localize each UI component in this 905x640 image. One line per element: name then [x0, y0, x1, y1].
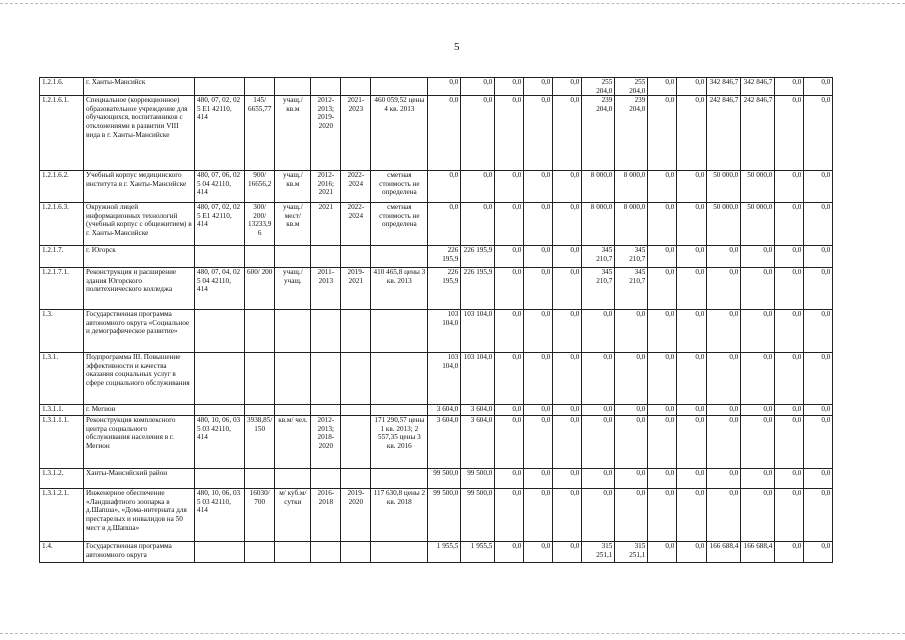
cell-v8: 0,0 [648, 78, 677, 96]
cell-v2: 0,0 [461, 171, 495, 203]
cell-v8: 0,0 [648, 469, 677, 489]
cell-v4: 0,0 [524, 171, 553, 203]
cell-v4: 0,0 [524, 542, 553, 563]
cell-v9: 0,0 [677, 268, 707, 310]
cell-v11: 0,0 [741, 489, 775, 542]
cell-v5: 0,0 [553, 268, 582, 310]
scan-bottom-edge [0, 633, 905, 634]
cell-v4: 0,0 [524, 489, 553, 542]
cell-v3: 0,0 [495, 78, 524, 96]
cell-unit: учащ./ кв.м [275, 96, 311, 171]
cell-v10: 242 846,7 [707, 96, 741, 171]
cell-v13: 0,0 [804, 542, 833, 563]
cell-v13: 0,0 [804, 96, 833, 171]
cell-name: Специальное (коррекционное) образовательное учреждение для обучающихся, воспитанников с отклонениями в развитии VIII вида в г. Ханты-Мансийске [84, 96, 195, 171]
cell-design-years [311, 353, 341, 405]
cell-build-years [341, 416, 371, 469]
cell-v5: 0,0 [553, 78, 582, 96]
cell-estimated-cost [371, 310, 428, 353]
cell-v7: 0,0 [615, 489, 648, 542]
cell-v4: 0,0 [524, 416, 553, 469]
cell-build-years: 2019-2021 [341, 268, 371, 310]
cell-build-years [341, 353, 371, 405]
cell-name: Подпрограмма III. Повышение эффективности и качества оказания социальных услуг в сфере социального обслуживания [84, 353, 195, 405]
cell-estimated-cost [371, 78, 428, 96]
cell-v10: 342 846,7 [707, 78, 741, 96]
page-number: 5 [454, 41, 460, 53]
cell-v1: 103 104,0 [428, 310, 461, 353]
cell-v5: 0,0 [553, 416, 582, 469]
cell-v2: 99 500,0 [461, 489, 495, 542]
cell-v1: 3 604,0 [428, 416, 461, 469]
cell-v10: 166 688,4 [707, 542, 741, 563]
cell-v8: 0,0 [648, 416, 677, 469]
cell-capacity: 600/ 200 [245, 268, 275, 310]
cell-v6: 0,0 [582, 469, 615, 489]
cell-v13: 0,0 [804, 246, 833, 268]
cell-v9: 0,0 [677, 203, 707, 246]
cell-v12: 0,0 [775, 246, 804, 268]
table-row [40, 405, 833, 416]
table-row [40, 353, 833, 405]
cell-v6: 8 000,0 [582, 203, 615, 246]
cell-v3: 0,0 [495, 246, 524, 268]
cell-v6: 0,0 [582, 353, 615, 405]
cell-v4: 0,0 [524, 203, 553, 246]
cell-unit [275, 542, 311, 563]
cell-v3: 0,0 [495, 171, 524, 203]
cell-code: 1.2.1.7.1. [40, 268, 84, 310]
cell-v2: 226 195,9 [461, 246, 495, 268]
cell-v5: 0,0 [553, 96, 582, 171]
cell-v12: 0,0 [775, 416, 804, 469]
table-row [40, 310, 833, 353]
cell-design-years: 2012-2016; 2021 [311, 171, 341, 203]
cell-unit: кв.м/ чел. [275, 416, 311, 469]
cell-v10: 0,0 [707, 416, 741, 469]
cell-v9: 0,0 [677, 542, 707, 563]
cell-budget-code: 480, 07, 02, 02 5 Е1 42110, 414 [195, 203, 245, 246]
cell-budget-code [195, 405, 245, 416]
cell-code: 1.3.1.2.1. [40, 489, 84, 542]
cell-v8: 0,0 [648, 489, 677, 542]
cell-v5: 0,0 [553, 310, 582, 353]
cell-v2: 99 500,0 [461, 469, 495, 489]
cell-v1: 0,0 [428, 171, 461, 203]
cell-v10: 0,0 [707, 268, 741, 310]
cell-v6: 0,0 [582, 416, 615, 469]
cell-unit: учащ./ кв.м [275, 171, 311, 203]
cell-budget-code [195, 469, 245, 489]
cell-estimated-cost [371, 246, 428, 268]
cell-v8: 0,0 [648, 310, 677, 353]
cell-v13: 0,0 [804, 405, 833, 416]
cell-v7: 0,0 [615, 405, 648, 416]
cell-v7: 345 210,7 [615, 268, 648, 310]
cell-name: Ханты-Мансийский район [84, 469, 195, 489]
cell-code: 1.3.1.1. [40, 405, 84, 416]
cell-v2: 0,0 [461, 78, 495, 96]
cell-v12: 0,0 [775, 310, 804, 353]
cell-v9: 0,0 [677, 246, 707, 268]
cell-v5: 0,0 [553, 405, 582, 416]
cell-v5: 0,0 [553, 203, 582, 246]
cell-v13: 0,0 [804, 353, 833, 405]
cell-v10: 50 000,0 [707, 171, 741, 203]
cell-v1: 0,0 [428, 96, 461, 171]
cell-v11: 0,0 [741, 353, 775, 405]
cell-code: 1.4. [40, 542, 84, 563]
cell-v4: 0,0 [524, 353, 553, 405]
cell-v8: 0,0 [648, 171, 677, 203]
cell-v12: 0,0 [775, 96, 804, 171]
table-row [40, 489, 833, 542]
cell-estimated-cost [371, 353, 428, 405]
cell-code: 1.2.1.6. [40, 78, 84, 96]
cell-v7: 8 000,0 [615, 203, 648, 246]
cell-v4: 0,0 [524, 405, 553, 416]
cell-v6: 0,0 [582, 405, 615, 416]
cell-v6: 315 251,1 [582, 542, 615, 563]
cell-v11: 0,0 [741, 469, 775, 489]
table-row [40, 268, 833, 310]
cell-capacity: 145/ 6655,77 [245, 96, 275, 171]
cell-v11: 0,0 [741, 405, 775, 416]
cell-design-years [311, 542, 341, 563]
cell-v10: 0,0 [707, 246, 741, 268]
cell-v8: 0,0 [648, 246, 677, 268]
cell-estimated-cost: сметная стоимость не определена [371, 203, 428, 246]
cell-v9: 0,0 [677, 469, 707, 489]
cell-estimated-cost: 117 630,8 цены 2 кв. 2018 [371, 489, 428, 542]
cell-code: 1.2.1.7. [40, 246, 84, 268]
cell-v12: 0,0 [775, 542, 804, 563]
cell-build-years: 2022-2024 [341, 203, 371, 246]
cell-code: 1.2.1.6.3. [40, 203, 84, 246]
table-row [40, 78, 833, 96]
cell-v1: 226 195,9 [428, 268, 461, 310]
cell-unit: учащ./ мест/ кв.м [275, 203, 311, 246]
cell-unit [275, 353, 311, 405]
cell-build-years [341, 405, 371, 416]
cell-v12: 0,0 [775, 268, 804, 310]
cell-build-years: 2022-2024 [341, 171, 371, 203]
cell-v2: 103 104,0 [461, 310, 495, 353]
cell-code: 1.3. [40, 310, 84, 353]
cell-name: Учебный корпус медицинского института в г. Ханты-Мансийске [84, 171, 195, 203]
cell-design-years: 2012-2013; 2019-2020 [311, 96, 341, 171]
cell-v12: 0,0 [775, 78, 804, 96]
cell-v1: 103 104,0 [428, 353, 461, 405]
cell-budget-code [195, 353, 245, 405]
cell-design-years: 2021 [311, 203, 341, 246]
cell-v3: 0,0 [495, 310, 524, 353]
cell-capacity [245, 246, 275, 268]
table-row [40, 542, 833, 563]
cell-v1: 99 500,0 [428, 489, 461, 542]
cell-build-years [341, 78, 371, 96]
cell-capacity [245, 405, 275, 416]
cell-v5: 0,0 [553, 469, 582, 489]
cell-unit [275, 405, 311, 416]
cell-v8: 0,0 [648, 542, 677, 563]
cell-design-years [311, 405, 341, 416]
cell-design-years: 2012-2013; 2018-2020 [311, 416, 341, 469]
cell-estimated-cost: сметная стоимость не определена [371, 171, 428, 203]
cell-v1: 0,0 [428, 203, 461, 246]
cell-v11: 342 846,7 [741, 78, 775, 96]
scan-top-edge [0, 3, 905, 4]
cell-capacity [245, 353, 275, 405]
cell-capacity: 16030/ 700 [245, 489, 275, 542]
cell-v12: 0,0 [775, 171, 804, 203]
cell-v12: 0,0 [775, 469, 804, 489]
cell-v12: 0,0 [775, 203, 804, 246]
cell-v13: 0,0 [804, 78, 833, 96]
cell-v10: 0,0 [707, 405, 741, 416]
cell-v13: 0,0 [804, 469, 833, 489]
cell-v10: 0,0 [707, 469, 741, 489]
cell-v4: 0,0 [524, 268, 553, 310]
cell-capacity [245, 542, 275, 563]
cell-v13: 0,0 [804, 310, 833, 353]
cell-budget-code [195, 78, 245, 96]
cell-estimated-cost [371, 405, 428, 416]
cell-v13: 0,0 [804, 268, 833, 310]
cell-name: Государственная программа автономного округа [84, 542, 195, 563]
cell-capacity [245, 78, 275, 96]
cell-capacity [245, 310, 275, 353]
cell-v7: 8 000,0 [615, 171, 648, 203]
cell-budget-code: 480, 07, 06, 02 5 04 42110, 414 [195, 171, 245, 203]
cell-v8: 0,0 [648, 353, 677, 405]
cell-design-years [311, 78, 341, 96]
cell-v13: 0,0 [804, 416, 833, 469]
cell-v4: 0,0 [524, 310, 553, 353]
cell-estimated-cost: 410 465,8 цены 3 кв. 2013 [371, 268, 428, 310]
cell-design-years [311, 469, 341, 489]
table-row [40, 203, 833, 246]
cell-v6: 0,0 [582, 310, 615, 353]
cell-v6: 0,0 [582, 489, 615, 542]
cell-v5: 0,0 [553, 353, 582, 405]
cell-v1: 1 955,5 [428, 542, 461, 563]
cell-v10: 0,0 [707, 489, 741, 542]
cell-v2: 3 604,0 [461, 405, 495, 416]
cell-v9: 0,0 [677, 405, 707, 416]
cell-v11: 0,0 [741, 246, 775, 268]
cell-v12: 0,0 [775, 405, 804, 416]
cell-design-years [311, 310, 341, 353]
cell-v8: 0,0 [648, 405, 677, 416]
cell-v6: 8 000,0 [582, 171, 615, 203]
cell-unit [275, 469, 311, 489]
cell-v13: 0,0 [804, 171, 833, 203]
cell-v10: 0,0 [707, 310, 741, 353]
cell-build-years [341, 469, 371, 489]
cell-v4: 0,0 [524, 246, 553, 268]
cell-v12: 0,0 [775, 489, 804, 542]
cell-name: Государственная программа автономного округа «Социальное и демографическое развитие» [84, 310, 195, 353]
investment-table [39, 77, 833, 563]
cell-name: г. Югорск [84, 246, 195, 268]
cell-code: 1.3.1.2. [40, 469, 84, 489]
cell-v6: 239 204,0 [582, 96, 615, 171]
cell-budget-code: 480, 10, 06, 03 5 03 42110, 414 [195, 489, 245, 542]
cell-v6: 345 210,7 [582, 246, 615, 268]
cell-budget-code: 480, 07, 04, 02 5 04 42110, 414 [195, 268, 245, 310]
cell-v11: 0,0 [741, 310, 775, 353]
cell-build-years [341, 246, 371, 268]
cell-budget-code: 480, 07, 02, 02 5 Е1 42110, 414 [195, 96, 245, 171]
cell-unit [275, 246, 311, 268]
cell-v9: 0,0 [677, 416, 707, 469]
cell-v3: 0,0 [495, 353, 524, 405]
cell-v3: 0,0 [495, 96, 524, 171]
cell-code: 1.3.1.1.1. [40, 416, 84, 469]
cell-code: 1.2.1.6.1. [40, 96, 84, 171]
cell-code: 1.2.1.6.2. [40, 171, 84, 203]
cell-v2: 0,0 [461, 96, 495, 171]
table-row [40, 416, 833, 469]
cell-v5: 0,0 [553, 246, 582, 268]
cell-capacity: 900/ 16656,2 [245, 171, 275, 203]
cell-v10: 0,0 [707, 353, 741, 405]
cell-v7: 315 251,1 [615, 542, 648, 563]
cell-v2: 0,0 [461, 203, 495, 246]
cell-design-years: 2016-2018 [311, 489, 341, 542]
cell-v9: 0,0 [677, 310, 707, 353]
cell-v11: 166 688,4 [741, 542, 775, 563]
cell-budget-code [195, 246, 245, 268]
cell-v2: 3 604,0 [461, 416, 495, 469]
cell-v2: 103 104,0 [461, 353, 495, 405]
cell-v11: 50 000,0 [741, 203, 775, 246]
cell-v1: 226 195,9 [428, 246, 461, 268]
cell-v3: 0,0 [495, 489, 524, 542]
cell-v9: 0,0 [677, 489, 707, 542]
cell-v9: 0,0 [677, 78, 707, 96]
cell-name: г. Мегион [84, 405, 195, 416]
cell-unit: учащ./ учащ. [275, 268, 311, 310]
cell-estimated-cost [371, 469, 428, 489]
cell-v5: 0,0 [553, 542, 582, 563]
cell-v7: 345 210,7 [615, 246, 648, 268]
cell-v1: 99 500,0 [428, 469, 461, 489]
cell-v11: 50 000,0 [741, 171, 775, 203]
cell-v10: 50 000,0 [707, 203, 741, 246]
cell-v3: 0,0 [495, 469, 524, 489]
cell-budget-code: 480, 10, 06, 03 5 03 42110, 414 [195, 416, 245, 469]
cell-v9: 0,0 [677, 96, 707, 171]
cell-unit [275, 78, 311, 96]
cell-build-years: 2019-2020 [341, 489, 371, 542]
table-row [40, 246, 833, 268]
cell-v11: 0,0 [741, 268, 775, 310]
cell-v5: 0,0 [553, 489, 582, 542]
cell-budget-code [195, 542, 245, 563]
cell-v4: 0,0 [524, 78, 553, 96]
cell-build-years [341, 542, 371, 563]
table-row [40, 96, 833, 171]
cell-v3: 0,0 [495, 203, 524, 246]
cell-v12: 0,0 [775, 353, 804, 405]
cell-v2: 226 195,9 [461, 268, 495, 310]
cell-v1: 3 604,0 [428, 405, 461, 416]
cell-v13: 0,0 [804, 489, 833, 542]
cell-v9: 0,0 [677, 353, 707, 405]
cell-unit [275, 310, 311, 353]
cell-design-years: 2011-2013 [311, 268, 341, 310]
cell-capacity [245, 469, 275, 489]
cell-v7: 239 204,0 [615, 96, 648, 171]
cell-v8: 0,0 [648, 268, 677, 310]
cell-capacity: 3938,85/ 150 [245, 416, 275, 469]
cell-name: г. Ханты-Мансийск [84, 78, 195, 96]
cell-v7: 0,0 [615, 353, 648, 405]
table-row [40, 171, 833, 203]
cell-v6: 345 210,7 [582, 268, 615, 310]
cell-v3: 0,0 [495, 268, 524, 310]
cell-name: Инженерное обеспечение «Ландшафтного зоопарка в д.Шапша», «Дома-интерната для престарелых и инвалидов на 50 мест в д.Шапша» [84, 489, 195, 542]
cell-build-years: 2021-2023 [341, 96, 371, 171]
cell-design-years [311, 246, 341, 268]
cell-v11: 0,0 [741, 416, 775, 469]
cell-v7: 0,0 [615, 310, 648, 353]
cell-v3: 0,0 [495, 542, 524, 563]
cell-estimated-cost: 171 290,57 цены 1 кв. 2013; 2 557,35 цены 3 кв. 2016 [371, 416, 428, 469]
cell-v6: 255 204,0 [582, 78, 615, 96]
cell-estimated-cost: 460 059,52 цены 4 кв. 2013 [371, 96, 428, 171]
cell-v3: 0,0 [495, 416, 524, 469]
cell-v8: 0,0 [648, 96, 677, 171]
cell-build-years [341, 310, 371, 353]
cell-capacity: 300/ 200/ 13233,9 6 [245, 203, 275, 246]
cell-estimated-cost [371, 542, 428, 563]
cell-unit: м/ куб.м/ сутки [275, 489, 311, 542]
cell-v9: 0,0 [677, 171, 707, 203]
cell-name: Реконструкция и расширение здания Югорского политехнического колледжа [84, 268, 195, 310]
cell-v11: 242 846,7 [741, 96, 775, 171]
cell-v2: 1 955,5 [461, 542, 495, 563]
cell-v7: 255 204,0 [615, 78, 648, 96]
cell-v4: 0,0 [524, 469, 553, 489]
cell-v4: 0,0 [524, 96, 553, 171]
cell-v3: 0,0 [495, 405, 524, 416]
cell-name: Реконструкция комплексного центра социального обслуживания населения в г. Мегион [84, 416, 195, 469]
cell-code: 1.3.1. [40, 353, 84, 405]
table-row [40, 469, 833, 489]
cell-v13: 0,0 [804, 203, 833, 246]
cell-v1: 0,0 [428, 78, 461, 96]
cell-v5: 0,0 [553, 171, 582, 203]
cell-name: Окружной лицей информационных технологий (учебный корпус с общежитием) в г. Ханты-Мансийске [84, 203, 195, 246]
cell-budget-code [195, 310, 245, 353]
cell-v7: 0,0 [615, 469, 648, 489]
cell-v7: 0,0 [615, 416, 648, 469]
cell-v8: 0,0 [648, 203, 677, 246]
